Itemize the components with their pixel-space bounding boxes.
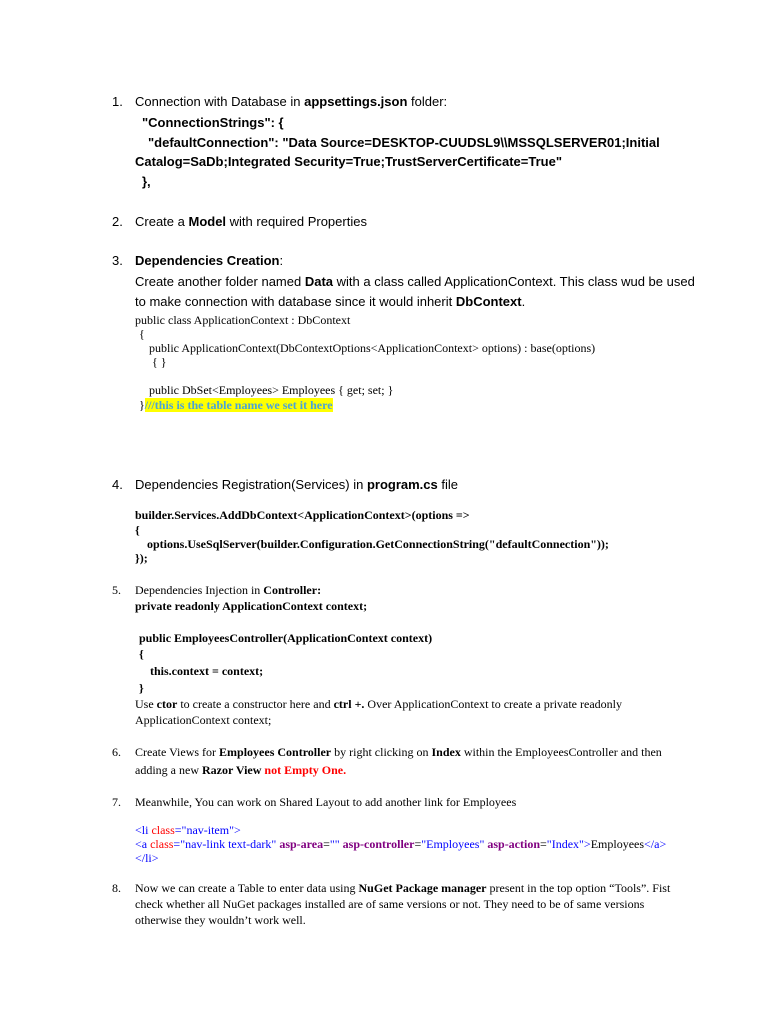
item-1-number: 1. (112, 94, 123, 109)
item-6-line1: Create Views for Employees Controller by right clicking on Index within the EmployeesController and then (135, 745, 662, 759)
item-6-number: 6. (112, 745, 121, 759)
item-3-number: 3. (112, 253, 123, 268)
item-2-text: Create a Model with required Properties (135, 214, 367, 229)
code-constructor: public ApplicationContext(DbContextOptions<ApplicationContext> options) : base(options) (149, 341, 596, 355)
item-4-number: 4. (112, 477, 123, 492)
item-5-number: 5. (112, 583, 121, 597)
highlighted-comment: ///this is the table name we set it here (144, 398, 333, 412)
code-controller-ctor: public EmployeesController(ApplicationContext context) (139, 631, 433, 645)
code-anchor: <a class="nav-link text-dark" asp-area="" asp-controller="Employees" asp-action="Index">Employees</a> (135, 837, 667, 851)
json-close: }, (142, 174, 151, 189)
code-use-sql-server: options.UseSqlServer(builder.Configuration.GetConnectionString("defaultConnection")); (147, 537, 609, 551)
item-1-heading: Connection with Database in appsettings.json folder: (135, 94, 448, 109)
item-5-text: Dependencies Injection in Controller: (135, 583, 322, 597)
code-open-brace-5: { (139, 647, 144, 661)
code-close-brace-5: } (139, 681, 144, 695)
code-empty-body: { } (152, 355, 167, 369)
code-li-open: <li class="nav-item"> (135, 823, 241, 837)
code-assign-context: this.context = context; (150, 664, 264, 678)
item-5-note-line2: ApplicationContext context; (135, 713, 272, 727)
item-3-para-line2: to make connection with database since it would inherit DbContext. (135, 294, 526, 309)
item-7-number: 7. (112, 795, 121, 809)
item-3-title: Dependencies Creation: (135, 253, 284, 268)
item-3-para-line1: Create another folder named Data with a class called ApplicationContext. This class wud be used (135, 274, 695, 289)
item-2-number: 2. (112, 214, 123, 229)
json-default-connection: "defaultConnection": "Data Source=DESKTOP-CUUDSL9\\MSSQLSERVER01;Initial (148, 135, 660, 150)
code-add-dbcontext: builder.Services.AddDbContext<ApplicationContext>(options => (135, 508, 470, 522)
item-4-text: Dependencies Registration(Services) in program.cs file (135, 477, 458, 492)
item-8-line1: Now we can create a Table to enter data using NuGet Package manager present in the top option “Tools”. Fist (135, 881, 671, 895)
code-open-brace: { (139, 327, 145, 341)
item-8-line3: otherwise they wouldn’t work well. (135, 913, 306, 927)
code-li-close: </li> (135, 851, 159, 865)
item-7-text: Meanwhile, You can work on Shared Layout to add another link for Employees (135, 795, 517, 809)
json-default-connection-cont: Catalog=SaDb;Integrated Security=True;TrustServerCertificate=True" (135, 154, 563, 169)
item-6-line2: adding a new Razor View not Empty One. (135, 763, 347, 777)
code-open-brace-4: { (135, 523, 140, 537)
code-close-brace: }///this is the table name we set it here (139, 398, 333, 412)
item-8-line2: check whether all NuGet packages installed are of same versions or not. They need to be of same versions (135, 897, 645, 911)
item-8-number: 8. (112, 881, 121, 895)
code-dbset: public DbSet<Employees> Employees { get; set; } (149, 383, 394, 397)
code-private-field: private readonly ApplicationContext context; (135, 599, 368, 613)
json-connection-strings: "ConnectionStrings": { (142, 115, 284, 130)
code-class-declaration: public class ApplicationContext : DbContext (135, 313, 351, 327)
code-close-4: }); (135, 551, 148, 565)
item-5-note-line1: Use ctor to create a constructor here and ctrl +. Over ApplicationContext to create a private readonly (135, 697, 622, 711)
